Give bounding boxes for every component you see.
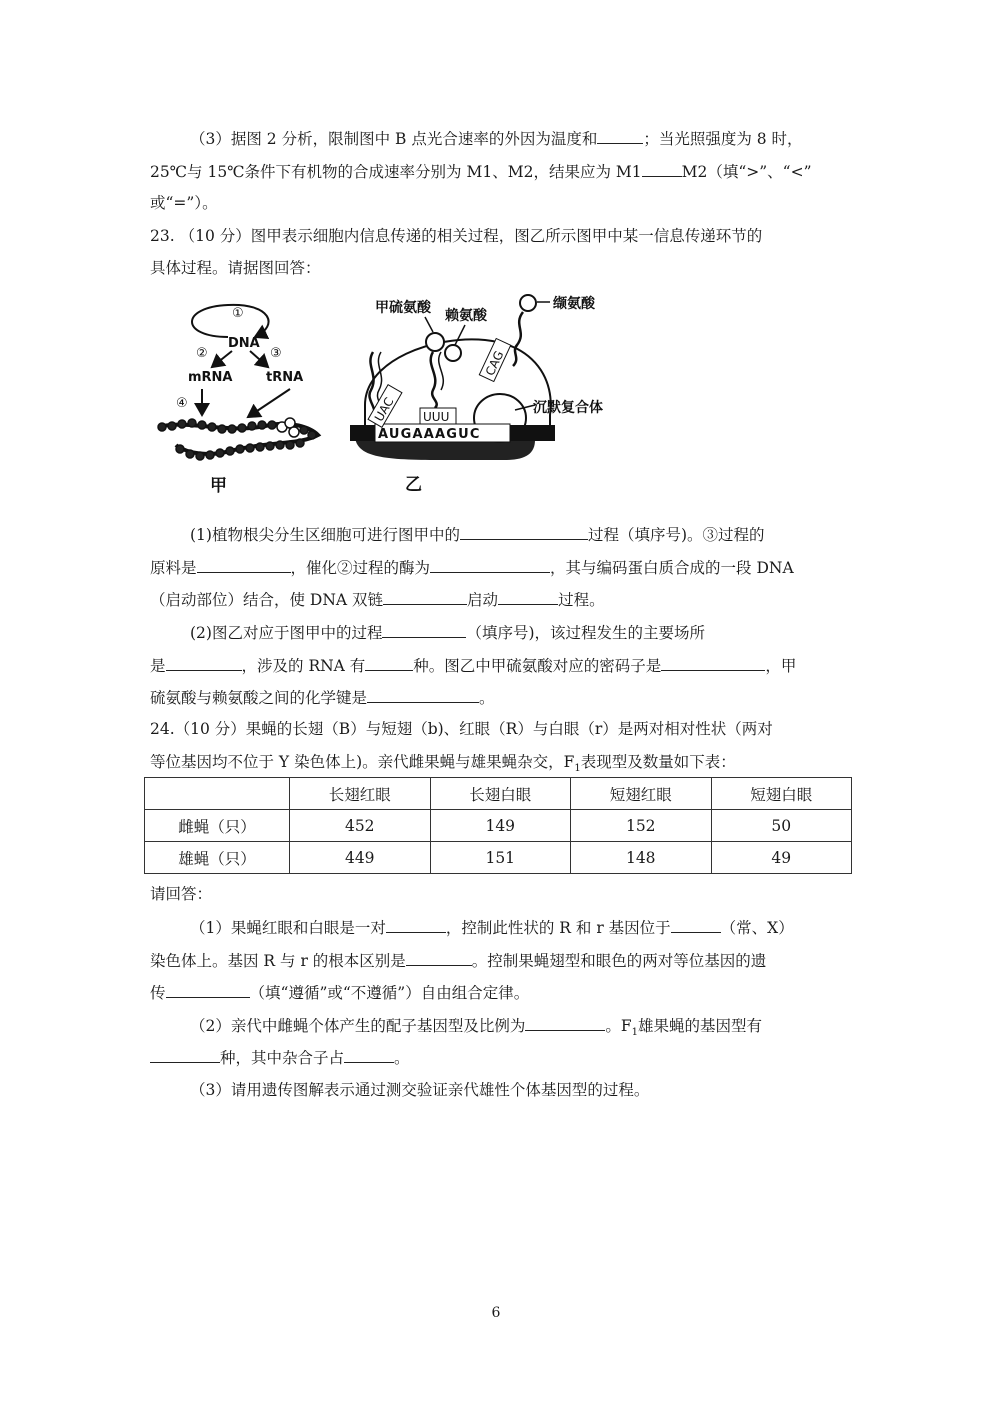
q24-2-line1: （2）亲代中雌蝇个体产生的配子基因型及比例为 。$F_1$雄果蝇的基因型有 (190, 1017, 763, 1039)
svg-text:UAC: UAC (371, 395, 397, 424)
q22-3-line3: 或“=”）。 (150, 194, 218, 212)
codon-sequence: AUGAAAGUC (378, 427, 481, 442)
table-header-row: 长翅红眼 长翅白眼 短翅红眼 短翅白眼 (145, 778, 852, 810)
q23-stem-line1: 23. （10 分）图甲表示细胞内信息传递的相关过程，图乙所示图甲中某一信息传递环节的 (150, 227, 763, 245)
answer-blank[interactable] (386, 917, 446, 933)
label-val: 缬氨酸 (553, 296, 595, 312)
q23-2-line3: 硫氨酸与赖氨酸之间的化学键是 。 (150, 689, 495, 707)
page-number: 6 (491, 1305, 501, 1321)
svg-text:UUU: UUU (423, 410, 450, 424)
answer-blank[interactable] (460, 524, 588, 540)
answer-blank[interactable] (365, 655, 413, 671)
q24-ask: 请回答： (150, 885, 213, 903)
polypeptide-chain (158, 418, 318, 460)
answer-blank[interactable] (383, 589, 467, 605)
label-met: 甲硫氨酸 (375, 300, 431, 316)
q24-stem-line1: 24.（10 分）果蝇的长翅（B）与短翅（b)、红眼（R）与白眼（r）是两对相对性状（两对 (150, 720, 773, 738)
q24-1-line1: （1）果蝇红眼和白眼是一对 ，控制此性状的 R 和 r 基因位于 （常、X） (190, 919, 794, 937)
q22-3-line2: 25℃与 15℃条件下有机物的合成速率分别为 M1、M2，结果应为 M1 M2（填“>”、“<” (150, 163, 812, 181)
figure-yi (345, 290, 620, 500)
figure-jia-label: 甲 (210, 476, 227, 496)
label-4: ④ (176, 396, 188, 411)
answer-blank[interactable] (382, 622, 466, 638)
answer-blank[interactable] (344, 1047, 394, 1063)
q22-3-line1: （3）据图 2 分析，限制图中 B 点光合速率的外因为温度和 ；当光照强度为 8 时， (190, 130, 803, 148)
label-dna: DNA (228, 336, 260, 351)
table-row: 雄蝇（只） 449 151 148 49 (145, 842, 852, 874)
replication-arrow (192, 305, 269, 337)
q23-1-line1: (1)植物根尖分生区细胞可进行图甲中的 过程（填序号)。③过程的 (190, 526, 765, 544)
q23-2-line1: (2)图乙对应于图甲中的过程 （填序号)，该过程发生的主要场所 (190, 624, 706, 642)
answer-blank[interactable] (642, 161, 682, 177)
answer-blank[interactable] (150, 1047, 220, 1063)
q24-1-line3: 传 （填“遵循”或“不遵循”）自由组合定律。 (150, 984, 530, 1002)
label-mrna: mRNA (188, 370, 233, 385)
q24-2-line2: 种，其中杂合子占 。 (150, 1047, 410, 1068)
q23-1-line3: （启动部位）结合，使 DNA 双链 启动 过程。 (150, 591, 605, 609)
svg-text:CAG: CAG (482, 348, 507, 378)
label-lys: 赖氨酸 (445, 308, 487, 324)
answer-blank[interactable] (197, 557, 291, 573)
q23-stem-line2: 具体过程。请据图回答： (150, 259, 321, 277)
transcription-arrow (212, 351, 232, 367)
q24-stem-line2: 等位基因均不位于 Y 染色体上)。亲代雌果蝇与雄果蝇杂交，$F_1$表现型及数量如下表： (150, 753, 736, 775)
q24-3-line1: （3）请用遗传图解表示通过测交验证亲代雄性个体基因型的过程。 (190, 1081, 650, 1099)
amino-acid-bead (445, 345, 461, 361)
trna-arrow (250, 351, 268, 367)
answer-blank[interactable] (525, 1015, 605, 1031)
f1-phenotype-table (144, 777, 852, 874)
answer-blank[interactable] (671, 917, 721, 933)
trna-to-ribosome-arrow (248, 389, 290, 417)
answer-blank[interactable] (597, 128, 643, 144)
q23-2-line2: 是 ，涉及的 RNA 有 种。图乙中甲硫氨酸对应的密码子是 ，甲 (150, 657, 797, 675)
answer-blank[interactable] (166, 655, 242, 671)
q24-1-line2: 染色体上。基因 R 与 r 的根本区别是 。控制果蝇翅型和眼色的两对等位基因的遗 (150, 952, 767, 970)
figure-yi-label: 乙 (405, 475, 422, 495)
q23-1-line2: 原料是 ，催化②过程的酶为 ，其与编码蛋白质合成的一段 DNA (150, 559, 794, 577)
label-3: ③ (270, 346, 282, 361)
answer-blank[interactable] (166, 982, 250, 998)
answer-blank[interactable] (367, 687, 479, 703)
label-2: ② (196, 346, 208, 361)
answer-blank[interactable] (661, 655, 765, 671)
answer-blank[interactable] (406, 950, 472, 966)
table-row: 雌蝇（只） 452 149 152 50 (145, 810, 852, 842)
label-1: ① (232, 306, 244, 321)
answer-blank[interactable] (498, 589, 558, 605)
label-silencing-complex: 沉默复合体 (533, 400, 603, 416)
label-trna: tRNA (266, 370, 304, 385)
figure-jia (150, 295, 330, 500)
answer-blank[interactable] (430, 557, 550, 573)
